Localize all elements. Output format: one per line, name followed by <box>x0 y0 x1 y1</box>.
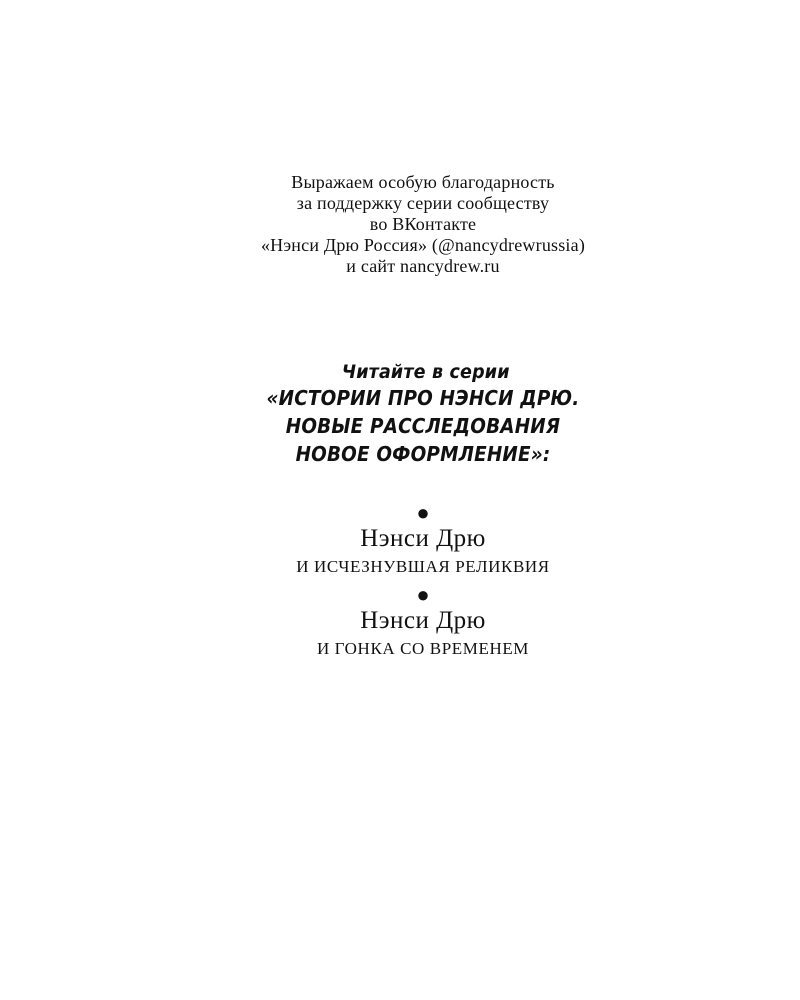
book-item <box>0 584 800 662</box>
bullet-icon: ● <box>416 500 430 525</box>
acknowledgement-line: «Нэнси Дрю Россия» (@nancydrewrussia) <box>260 235 586 255</box>
acknowledgement-block <box>0 172 800 277</box>
bullet-icon: ● <box>416 582 430 607</box>
book-title: И ИСЧЕЗНУВШАЯ РЕЛИКВИЯ <box>296 557 550 576</box>
acknowledgement-line: Выражаем особую благодарность <box>291 172 555 192</box>
book-author: Нэнси Дрю <box>360 525 486 552</box>
series-title-line: «ИСТОРИИ ПРО НЭНСИ ДРЮ. <box>266 386 580 410</box>
acknowledgement-line: и сайт nancydrew.ru <box>346 256 500 276</box>
book-item <box>0 502 800 580</box>
series-heading <box>34 360 800 468</box>
book-title: И ГОНКА СО ВРЕМЕНЕМ <box>316 639 530 658</box>
series-title-line: НОВОЕ ОФОРМЛЕНИЕ»: <box>295 442 551 466</box>
book-author: Нэнси Дрю <box>360 607 486 634</box>
book-list <box>0 502 800 666</box>
acknowledgement-line: во ВКонтакте <box>369 214 477 234</box>
series-title-line: НОВЫЕ РАССЛЕДОВАНИЯ <box>285 414 561 438</box>
acknowledgement-line: за поддержку серии сообществу <box>296 193 550 213</box>
series-lead: Читайте в серии <box>341 361 510 383</box>
